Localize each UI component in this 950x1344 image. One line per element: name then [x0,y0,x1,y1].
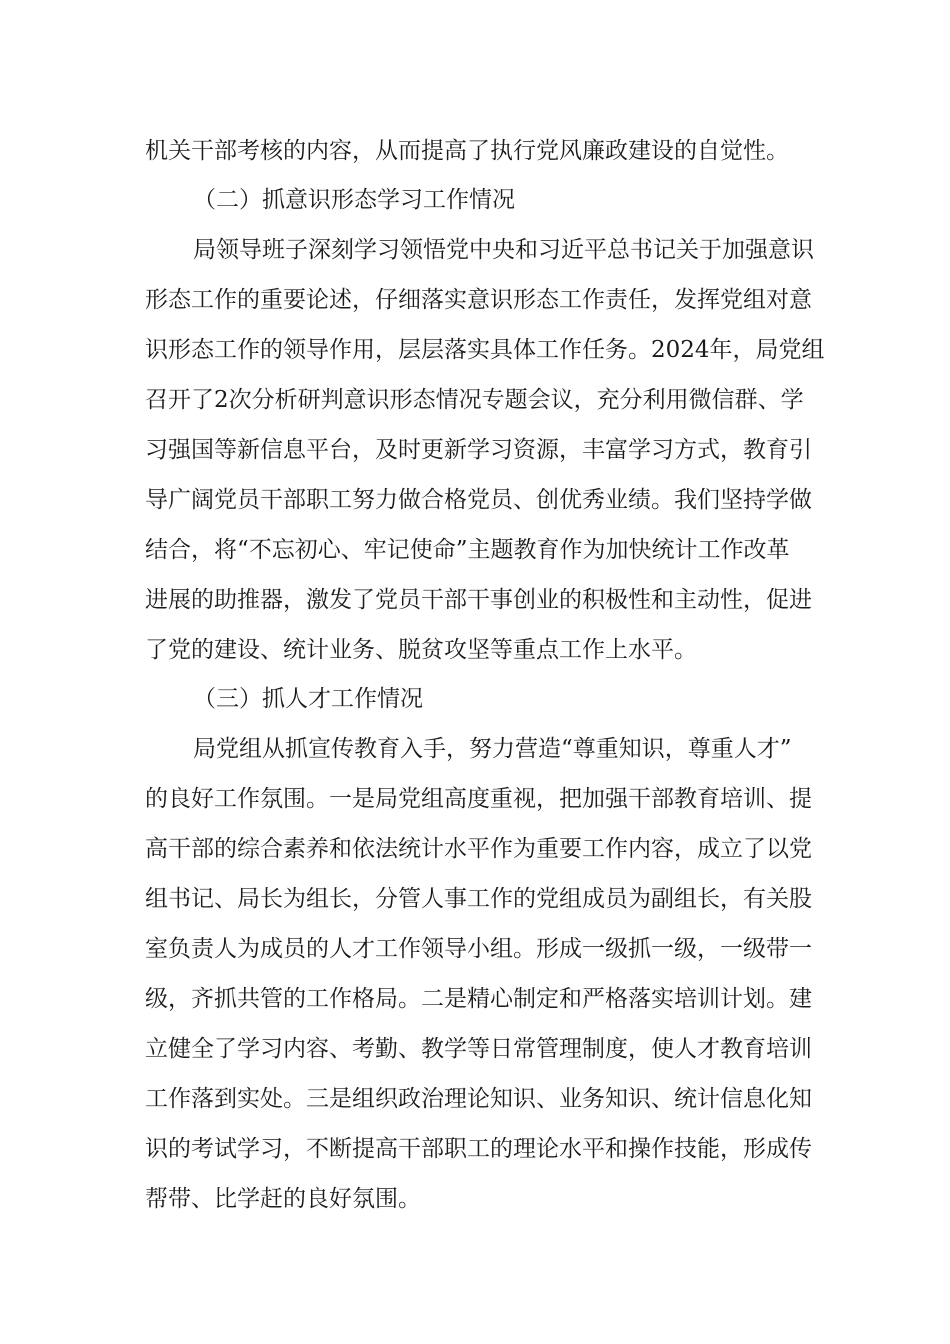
paragraph-line: 的良好工作氛围。一是局党组高度重视，把加强干部教育培训、提 [145,786,812,812]
section-heading-2: （二）抓意识形态学习工作情况 [193,187,515,213]
paragraph-line: 结合，将“不忘初心、牢记使命”主题教育作为加快统计工作改革 [145,537,790,563]
paragraph-line: 室负责人为成员的人才工作领导小组。形成一级抓一级，一级带一 [145,936,812,962]
paragraph-line: 召开了2次分析研判意识形态情况专题会议，充分利用微信群、学 [145,387,804,413]
paragraph-line: 帮带、比学赶的良好氛围。 [145,1186,421,1212]
paragraph-line: 工作落到实处。三是组织政治理论知识、业务知识、统计信息化知 [145,1086,812,1112]
paragraph-line: 高干部的综合素养和依法统计水平作为重要工作内容，成立了以党 [145,836,812,862]
section-heading-3: （三）抓人才工作情况 [193,686,423,712]
paragraph-line: 识的考试学习，不断提高干部职工的理论水平和操作技能，形成传 [145,1136,812,1162]
paragraph-line: 立健全了学习内容、考勤、教学等日常管理制度，使人才教育培训 [145,1036,812,1062]
paragraph-line: 局领导班子深刻学习领悟党中央和习近平总书记关于加强意识 [193,237,814,263]
paragraph-line: 了党的建设、统计业务、脱贫攻坚等重点工作上水平。 [145,637,697,663]
paragraph-line: 导广阔党员干部职工努力做合格党员、创优秀业绩。我们坚持学做 [145,487,812,513]
paragraph-line: 识形态工作的领导作用，层层落实具体工作任务。2024年，局党组 [145,337,825,363]
paragraph-line: 局党组从抓宣传教育入手，努力营造“尊重知识，尊重人才” [193,736,792,762]
paragraph-line: 进展的助推器，激发了党员干部干事创业的积极性和主动性，促进 [145,587,812,613]
paragraph-continuation-line: 机关干部考核的内容，从而提高了执行党风廉政建设的自觉性。 [145,138,789,164]
paragraph-line: 组书记、局长为组长，分管人事工作的党组成员为副组长，有关股 [145,886,812,912]
paragraph-line: 级，齐抓共管的工作格局。二是精心制定和严格落实培训计划。建 [145,986,812,1012]
paragraph-line: 形态工作的重要论述，仔细落实意识形态工作责任，发挥党组对意 [145,287,812,313]
paragraph-line: 习强国等新信息平台，及时更新学习资源，丰富学习方式，教育引 [145,437,812,463]
